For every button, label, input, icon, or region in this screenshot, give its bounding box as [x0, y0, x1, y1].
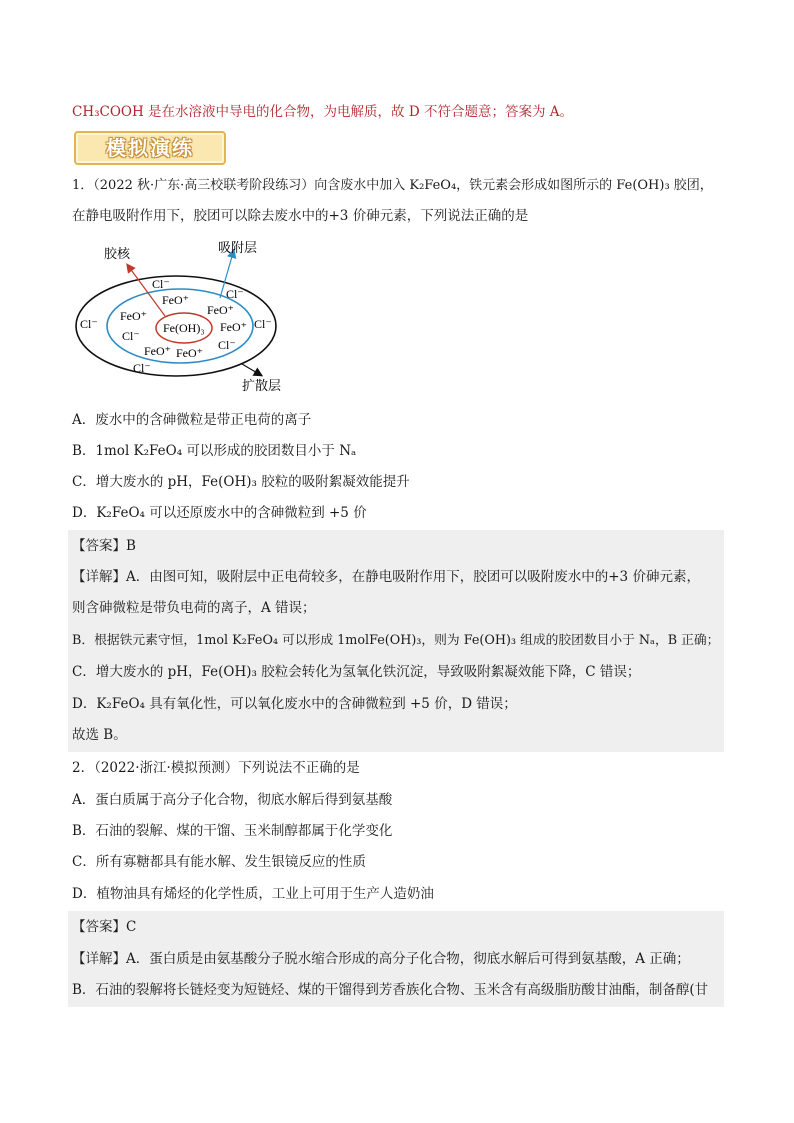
cl-ion: Cl⁻ — [152, 277, 170, 291]
label-adsorb: 吸附层 — [218, 240, 258, 255]
previous-answer-line: CH₃COOH 是在水溶液中导电的化合物，为电解质，故 D 不符合题意；答案为 A。 — [72, 104, 573, 120]
feo-ion: FeO⁺ — [220, 320, 247, 334]
cl-ion: Cl⁻ — [226, 287, 244, 301]
q2-option-c: C．所有寡糖都具有能水解、发生银镜反应的性质 — [72, 854, 366, 870]
q2-detail-line: B．石油的裂解将长链烃变为短链烃、煤的干馏得到芳香族化合物、玉米含有高级脂肪酸甘油酯，制备醇(甘 — [72, 982, 709, 998]
q1-option-b: B．1mol K₂FeO₄ 可以形成的胶团数目小于 Nₐ — [72, 443, 357, 459]
diffuse-pointer-arrow — [242, 364, 259, 374]
q2-option-d: D．植物油具有烯烃的化学性质，工业上可用于生产人造奶油 — [72, 886, 434, 902]
cl-ion: Cl⁻ — [218, 338, 236, 352]
cl-ion: Cl⁻ — [254, 317, 272, 331]
feo-ion: FeO⁺ — [120, 309, 147, 323]
core-formula: Fe(OH)₃ — [163, 321, 205, 335]
colloid-micelle-diagram — [70, 236, 300, 396]
q1-option-a: A．废水中的含砷微粒是带正电荷的离子 — [72, 412, 312, 428]
q2-detail-line: 【详解】A．蛋白质是由氨基酸分子脱水缩合形成的高分子化合物，彻底水解后可得到氨基酸，A 正确； — [72, 951, 690, 967]
section-banner — [74, 131, 226, 165]
q1-stem-line1: 1．（2022 秋·广东·高三校联考阶段练习）向含废水中加入 K₂FeO₄，铁元素会形成如图所示的 Fe(OH)₃ 胶团， — [72, 178, 713, 193]
feo-ion: FeO⁺ — [144, 344, 171, 358]
cl-ion: Cl⁻ — [122, 329, 140, 343]
q1-detail-line: 故选 B。 — [72, 727, 127, 743]
q1-stem-line2: 在静电吸附作用下，胶团可以除去废水中的+3 价砷元素，下列说法正确的是 — [72, 208, 529, 224]
q2-option-b: B．石油的裂解、煤的干馏、玉米制醇都属于化学变化 — [72, 823, 393, 839]
feo-ion: FeO⁺ — [176, 346, 203, 360]
q1-detail-line: 【详解】A．由图可知，吸附层中正电荷较多，在静电吸附作用下，胶团可以吸附废水中的+3 价砷元素， — [72, 569, 700, 585]
label-diffuse: 扩散层 — [242, 378, 282, 393]
q1-detail-line: B．根据铁元素守恒，1mol K₂FeO₄ 可以形成 1molFe(OH)₃，则为 Fe(OH)₃ 组成的胶团数目小于 Nₐ，B 正确； — [72, 633, 720, 648]
q1-option-c: C．增大废水的 pH，Fe(OH)₃ 胶粒的吸附絮凝效能提升 — [72, 474, 410, 490]
q1-option-d: D．K₂FeO₄ 可以还原废水中的含砷微粒到 +5 价 — [72, 505, 367, 521]
label-core: 胶核 — [104, 246, 131, 261]
q1-detail-line: C．增大废水的 pH，Fe(OH)₃ 胶粒会转化为氢氧化铁沉淀，导致吸附絮凝效能下降，C 错误； — [72, 664, 641, 680]
feo-ion: FeO⁺ — [207, 303, 234, 317]
cl-ion: Cl⁻ — [80, 317, 98, 331]
feo-ion: FeO⁺ — [162, 293, 189, 307]
q1-detail-line: D．K₂FeO₄ 具有氧化性，可以氧化废水中的含砷微粒到 +5 价，D 错误； — [72, 696, 517, 712]
q2-stem: 2．（2022·浙江·模拟预测）下列说法不正确的是 — [72, 760, 360, 776]
q1-answer: 【答案】B — [72, 538, 136, 554]
cl-ion: Cl⁻ — [133, 361, 151, 375]
q2-option-a: A．蛋白质属于高分子化合物，彻底水解后得到氨基酸 — [72, 792, 393, 808]
q2-answer: 【答案】C — [72, 919, 137, 935]
section-banner-title: 模拟演练 — [106, 136, 194, 160]
q1-detail-line: 则含砷微粒是带负电荷的离子，A 错误； — [72, 600, 316, 616]
